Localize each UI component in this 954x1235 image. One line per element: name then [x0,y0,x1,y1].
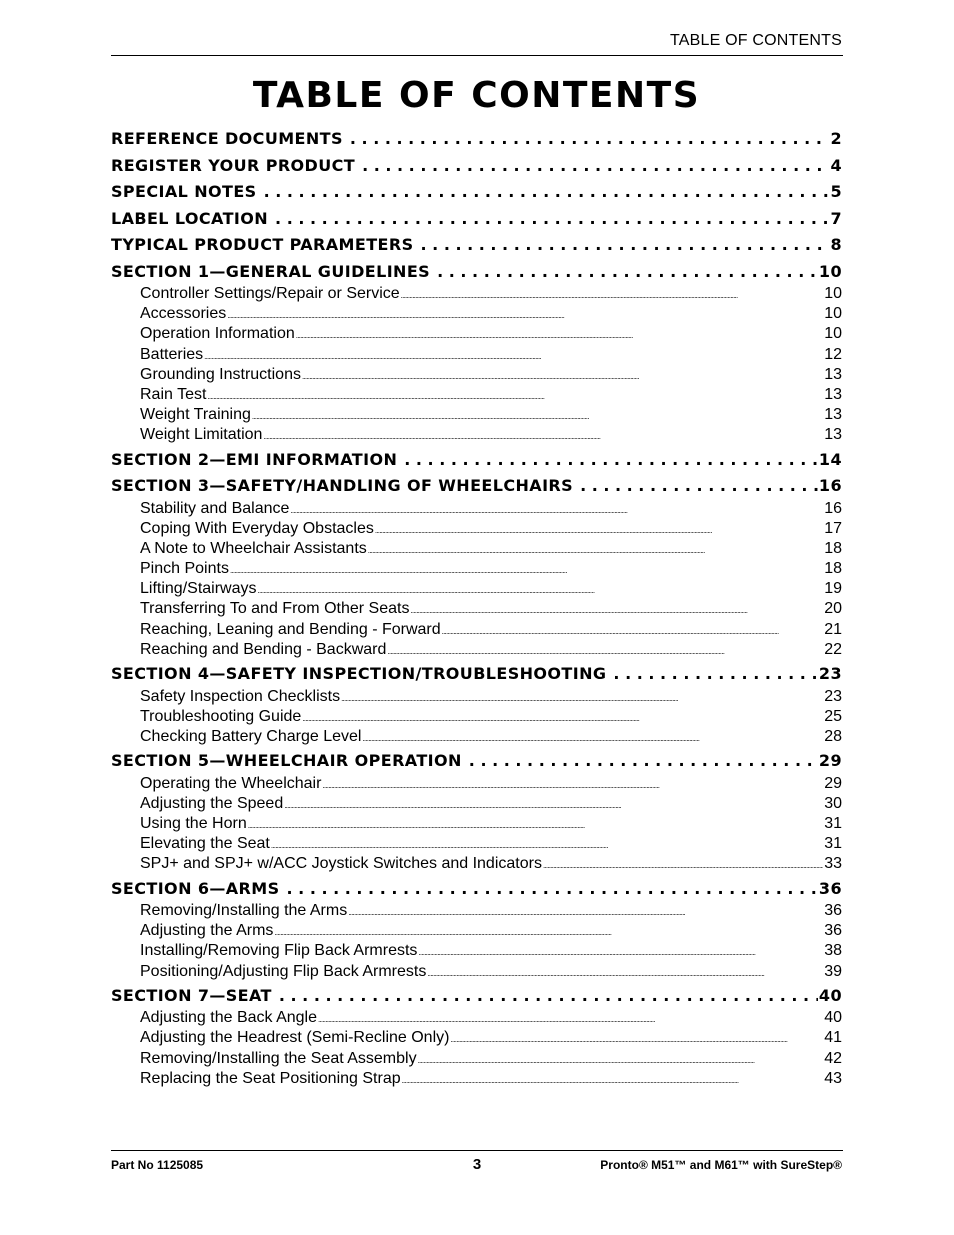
dot-leader [252,407,823,427]
toc-entry-page: 21 [824,620,842,638]
toc-section-label: SECTION 6—ARMS [111,878,280,898]
dot-leader [302,367,823,387]
dot-leader [227,306,823,326]
dot-leader [450,1030,823,1050]
footer-product-name: Pronto® M51™ and M61™ with SureStep® [600,1158,842,1172]
dot-leader [421,233,830,258]
toc-section-label: SECTION 7—SEAT [111,985,272,1005]
toc-entry [111,727,842,747]
toc-section-page: 16 [818,476,842,495]
toc-section [111,446,842,473]
toc-entry-page: 23 [824,687,842,705]
dot-leader [263,427,823,447]
toc-entry [111,365,842,385]
toc-entry-label: SPJ+ and SPJ+ w/ACC Joystick Switches and Indicators [140,855,542,873]
toc-section [111,205,842,232]
toc-entry-label: Grounding Instructions [140,365,301,383]
toc-entry [111,324,842,344]
toc-entry-page: 13 [824,406,842,424]
toc-entry [111,519,842,539]
toc-entry-page: 13 [824,365,842,383]
toc-section-page: 40 [818,985,842,1005]
toc-entry-label: Reaching, Leaning and Bending - Forward [140,620,441,638]
toc-entry-label: Weight Limitation [140,426,263,444]
toc-section-page: 5 [830,182,842,201]
toc-entry-page: 10 [824,305,842,323]
dot-leader [302,709,823,729]
dot-leader [543,856,823,876]
toc-entry-page: 22 [824,640,842,658]
dot-leader [401,286,824,306]
toc-section-page: 14 [818,449,842,469]
dot-leader [402,1071,824,1091]
dot-leader [287,877,818,902]
toc-entry-label: Using the Horn [140,814,247,832]
toc-entry-label: Controller Settings/Repair or Service [140,285,400,302]
dot-leader [264,180,830,205]
toc-entry [111,599,842,619]
toc-section-label: REFERENCE DOCUMENTS [111,129,343,148]
dot-leader [418,943,823,963]
dot-leader [318,1010,823,1030]
toc-entry-label: Rain Test [140,385,207,403]
toc-entry-page: 28 [824,727,842,745]
toc-entry-label: Reaching and Bending - Backward [140,640,387,658]
dot-leader [362,154,829,179]
toc-entry [111,1049,842,1069]
page-title: TABLE OF CONTENTS [252,75,701,116]
toc-entry-label: Accessories [140,305,227,323]
table-of-contents [111,125,842,1089]
toc-entry-label: Adjusting the Back Angle [140,1009,318,1027]
toc-entry [111,640,842,660]
toc-entry-page: 10 [824,325,842,343]
toc-entry-page: 29 [824,774,842,792]
toc-entry-label: Adjusting the Headrest (Semi-Recline Only) [140,1029,450,1047]
dot-leader [613,662,818,687]
dot-leader [279,984,818,1009]
toc-entry-page: 20 [824,600,842,618]
toc-entry [111,834,842,854]
toc-section [111,152,842,179]
toc-entry-page: 41 [824,1029,842,1047]
toc-entry-label: Transferring To and From Other Seats [140,600,410,618]
toc-entry [111,345,842,365]
toc-entry-page: 18 [824,539,842,557]
toc-entry-page: 31 [824,835,842,853]
dot-leader [404,448,818,473]
toc-entry-page: 42 [824,1049,842,1067]
toc-section-page: 4 [830,155,842,175]
dot-leader [275,207,829,232]
toc-entry-label: A Note to Wheelchair Assistants [140,539,367,557]
toc-section [111,125,842,152]
footer-part-number: Part No 1125085 [111,1158,204,1172]
toc-section [111,231,842,258]
dot-leader [341,689,823,709]
toc-section [111,178,842,205]
header-rule [111,55,843,56]
footer-rule [111,1150,843,1151]
toc-entry [111,1028,842,1048]
toc-entry-label: Removing/Installing the Arms [140,902,348,919]
toc-entry [111,687,842,707]
toc-entry-page: 39 [824,962,842,980]
toc-entry-label: Positioning/Adjusting Flip Back Armrests [140,962,427,980]
toc-entry-page: 19 [824,580,842,598]
toc-section-page: 36 [818,878,842,898]
toc-entry [111,539,842,559]
toc-entry [111,385,842,405]
toc-section-label: SECTION 3—SAFETY/HANDLING OF WHEELCHAIRS [111,476,574,495]
toc-section [111,660,842,687]
toc-entry-page: 36 [824,902,842,919]
toc-entry-page: 16 [824,499,842,517]
toc-section [111,747,842,774]
toc-entry-page: 13 [824,426,842,444]
dot-leader [348,903,823,923]
dot-leader [290,501,823,521]
dot-leader [437,260,818,285]
dot-leader [274,923,823,943]
toc-section-label: SECTION 5—WHEELCHAIR OPERATION [111,751,462,771]
toc-entry-label: Checking Battery Charge Level [140,727,362,745]
toc-entry [111,921,842,941]
toc-entry-label: Installing/Removing Flip Back Armrests [140,942,418,960]
running-header: TABLE OF CONTENTS [669,32,842,49]
toc-section-label: REGISTER YOUR PRODUCT [111,155,356,175]
dot-leader [322,776,823,796]
toc-entry [111,559,842,579]
dot-leader [375,521,823,541]
dot-leader [362,729,823,749]
toc-entry-page: 31 [824,814,842,832]
toc-entry-page: 30 [824,794,842,812]
dot-leader [204,347,823,367]
toc-entry-label: Removing/Installing the Seat Assembly [140,1049,417,1067]
dot-leader [368,541,823,561]
dot-leader [296,326,823,346]
dot-leader [284,796,823,816]
toc-entry-label: Safety Inspection Checklists [140,687,341,705]
dot-leader [258,581,824,601]
toc-section-page: 2 [830,129,842,148]
toc-entry-label: Stability and Balance [140,499,290,517]
toc-section-page: 10 [818,261,842,281]
toc-entry-page: 12 [824,345,842,363]
toc-entry [111,941,842,961]
toc-entry-label: Elevating the Seat [140,835,270,853]
dot-leader [387,642,823,662]
toc-entry-page: 38 [824,942,842,960]
toc-entry [111,1069,842,1089]
toc-section-page: 7 [830,208,842,228]
footer-page-number: 3 [472,1156,482,1173]
toc-entry [111,425,842,445]
toc-entry-label: Batteries [140,345,204,363]
toc-entry-label: Lifting/Stairways [140,580,257,598]
toc-entry [111,901,842,921]
toc-entry-page: 25 [824,707,842,725]
dot-leader [442,622,824,642]
toc-entry-label: Replacing the Seat Positioning Strap [140,1069,401,1087]
toc-entry-page: 17 [824,519,842,537]
toc-section-label: SPECIAL NOTES [111,182,257,201]
toc-entry [111,284,842,304]
dot-leader [418,1051,824,1071]
toc-entry-label: Pinch Points [140,560,229,578]
dot-leader [271,836,823,856]
toc-section [111,982,842,1009]
dot-leader [248,816,823,836]
toc-entry [111,707,842,727]
toc-entry-label: Troubleshooting Guide [140,707,302,725]
toc-section [111,258,842,285]
toc-entry [111,405,842,425]
dot-leader [410,601,823,621]
toc-entry-page: 43 [824,1069,842,1087]
toc-entry-page: 40 [824,1009,842,1027]
toc-section [111,472,842,499]
toc-entry-label: Weight Training [140,406,251,424]
toc-entry-label: Operation Information [140,325,295,343]
toc-section-page: 8 [830,235,842,254]
toc-entry [111,814,842,834]
toc-section-page: 23 [818,664,842,683]
dot-leader [350,127,830,152]
toc-entry [111,774,842,794]
toc-entry [111,794,842,814]
toc-entry-page: 10 [824,285,842,302]
dot-leader [207,387,823,407]
dot-leader [427,964,823,984]
toc-section-label: SECTION 1—GENERAL GUIDELINES [111,261,431,281]
toc-entry [111,962,842,982]
toc-entry-page: 18 [824,560,842,578]
toc-entry [111,854,842,874]
toc-entry [111,304,842,324]
toc-entry-page: 36 [824,922,842,940]
toc-entry [111,1008,842,1028]
toc-entry [111,499,842,519]
toc-entry-page: 33 [824,855,842,873]
dot-leader [230,561,823,581]
toc-section [111,875,842,902]
toc-entry-label: Adjusting the Arms [140,922,274,940]
toc-entry [111,620,842,640]
toc-entry-label: Operating the Wheelchair [140,774,322,792]
toc-entry-label: Adjusting the Speed [140,794,284,812]
toc-section-label: SECTION 4—SAFETY INSPECTION/TROUBLESHOOTING [111,664,607,683]
toc-section-label: SECTION 2—EMI INFORMATION [111,449,398,469]
toc-section-label: LABEL LOCATION [111,208,269,228]
dot-leader [580,474,818,499]
dot-leader [469,749,818,774]
toc-entry [111,579,842,599]
toc-entry-label: Coping With Everyday Obstacles [140,519,374,537]
toc-entry-page: 13 [824,385,842,403]
toc-section-page: 29 [818,751,842,771]
toc-section-label: TYPICAL PRODUCT PARAMETERS [111,235,414,254]
